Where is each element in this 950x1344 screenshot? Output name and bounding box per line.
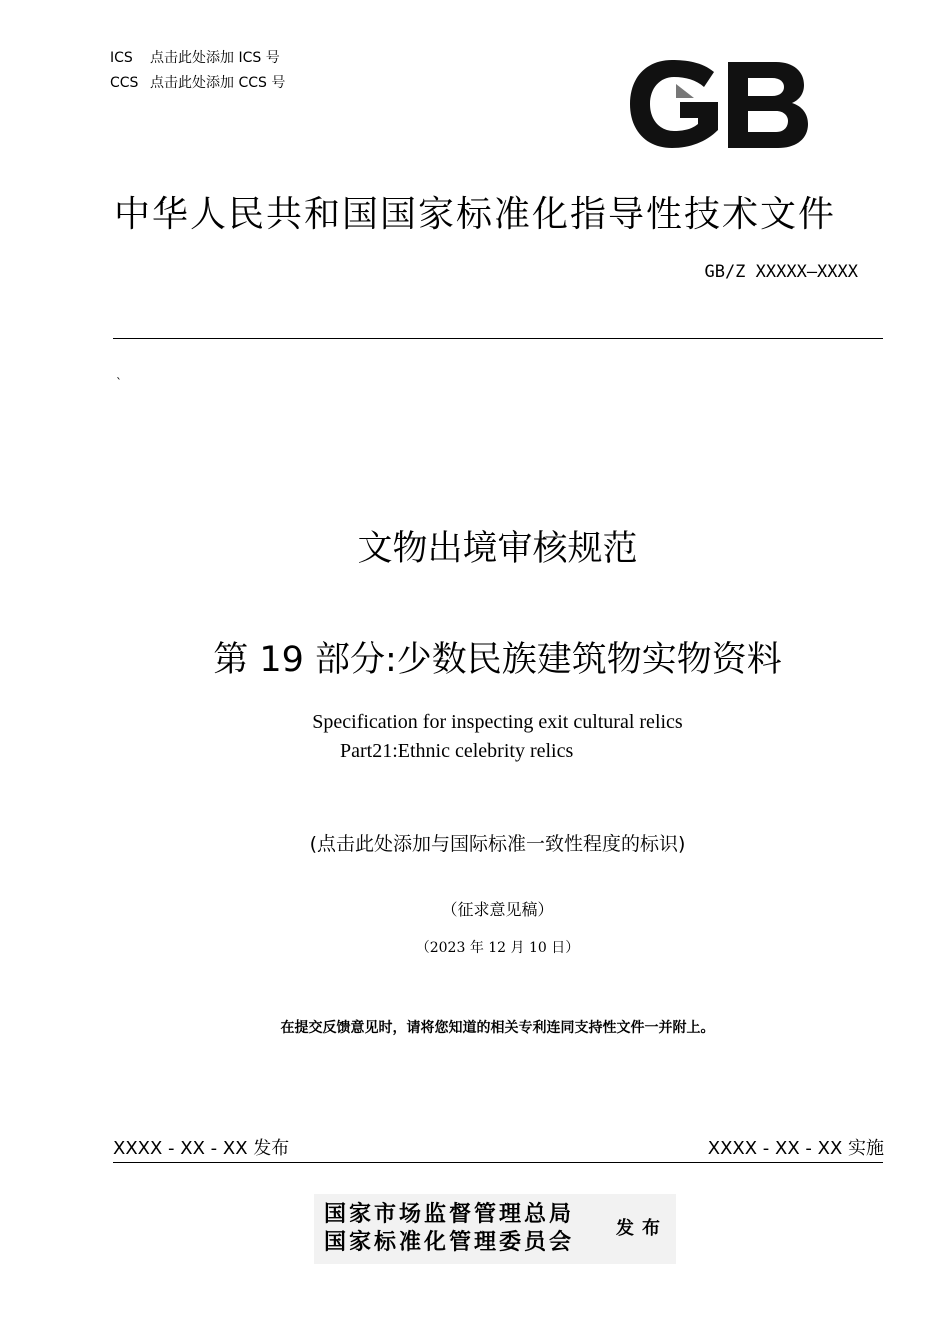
issuer-names: [324, 1200, 574, 1256]
header-divider: [113, 338, 883, 339]
patent-notice: 在提交反馈意见时，请将您知道的相关专利连同支持性文件一并附上。: [280, 1020, 715, 1036]
issue-word: 发布: [616, 1218, 668, 1239]
ics-value[interactable]: 点击此处添加 ICS 号: [150, 50, 280, 66]
gb-emblem-icon: [628, 58, 810, 150]
ics-label: ICS: [110, 50, 133, 66]
stray-mark: `: [116, 376, 122, 390]
document-type-title: 中华人民共和国国家标准化指导性技术文件: [113, 194, 836, 235]
issuer-samr: 国家市场监督管理总局: [324, 1201, 575, 1227]
part-title: 第 19 部分:少数民族建筑物实物资料: [213, 640, 782, 680]
consistency-note[interactable]: (点击此处添加与国际标准一致性程度的标识): [309, 833, 686, 855]
ccs-line: [110, 72, 285, 92]
standard-number: GB/Z XXXXX—XXXX: [704, 262, 858, 282]
ics-line: [110, 47, 280, 67]
issuer-sac: 国家标准化管理委员会: [324, 1229, 575, 1255]
english-title: Specification for inspecting exit cultural relics: [312, 711, 683, 733]
ccs-label: CCS: [110, 75, 139, 91]
ccs-value[interactable]: 点击此处添加 CCS 号: [150, 75, 286, 91]
english-part-title: Part21:Ethnic celebrity relics: [340, 740, 574, 762]
publish-date: XXXX - XX - XX 发布: [113, 1138, 290, 1159]
draft-date: （2023 年 12 月 10 日）: [415, 940, 580, 956]
implement-date: XXXX - XX - XX 实施: [707, 1138, 884, 1159]
footer-divider: [113, 1162, 883, 1163]
draft-status: （征求意见稿）: [441, 900, 554, 919]
issuer-block: [314, 1194, 676, 1264]
main-title: 文物出境审核规范: [357, 529, 638, 569]
